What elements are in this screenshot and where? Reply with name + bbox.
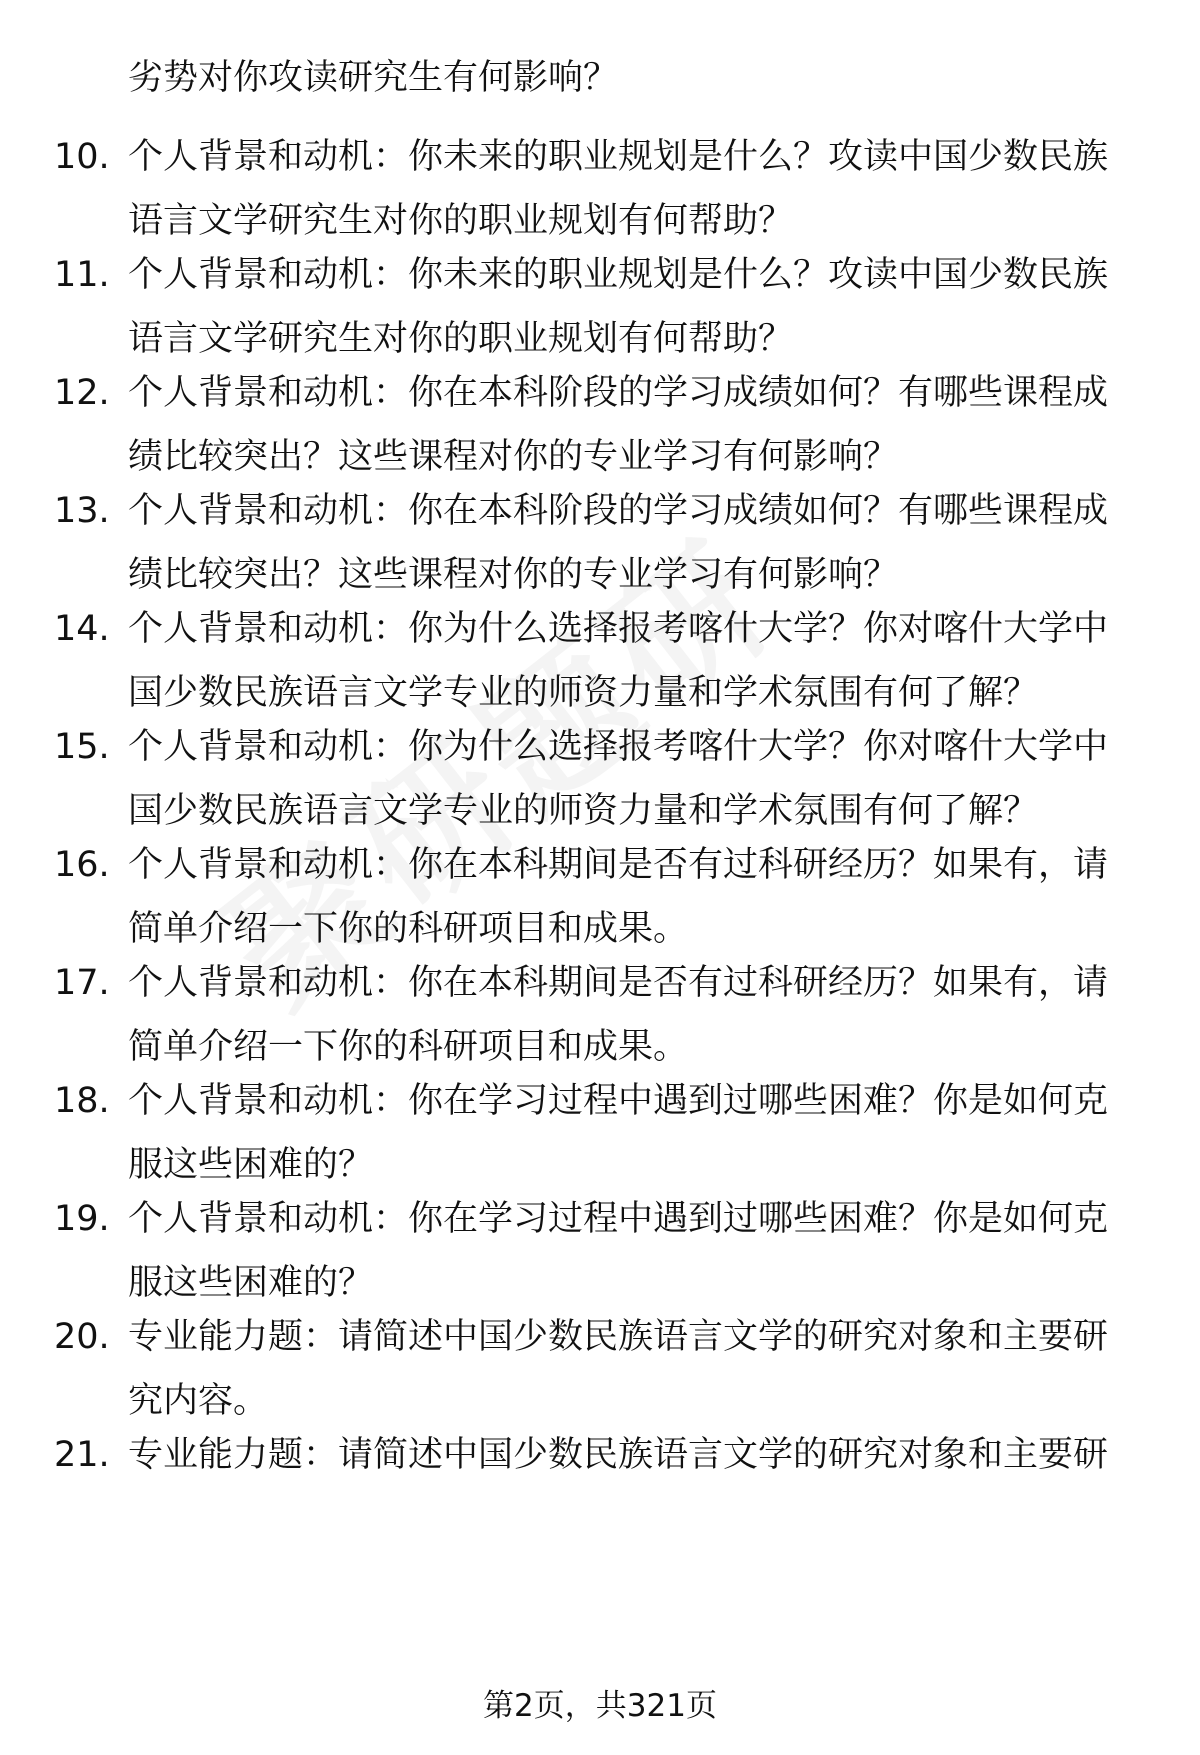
item-text: 专业能力题：请简述中国少数民族语言文学的研究对象和主要研究内容。 bbox=[128, 1317, 1109, 1421]
continuation-line: 劣势对你攻读研究生有何影响？ bbox=[128, 58, 619, 98]
item-number: 14. bbox=[54, 609, 110, 649]
item-text: 专业能力题：请简述中国少数民族语言文学的研究对象和主要研 bbox=[128, 1435, 1109, 1475]
item-number: 20. bbox=[54, 1317, 110, 1357]
item-text: 个人背景和动机：你在本科阶段的学习成绩如何？有哪些课程成绩比较突出？这些课程对你的专业学习有何影响？ bbox=[128, 491, 1109, 595]
item-number: 11. bbox=[54, 255, 110, 295]
page-footer: 第2页，共321页 bbox=[483, 1688, 717, 1724]
item-number: 18. bbox=[54, 1081, 110, 1121]
item-text: 个人背景和动机：你在本科期间是否有过科研经历？如果有，请简单介绍一下你的科研项目和成果。 bbox=[128, 963, 1109, 1067]
item-number: 15. bbox=[54, 727, 110, 767]
item-text: 个人背景和动机：你未来的职业规划是什么？攻读中国少数民族语言文学研究生对你的职业规划有何帮助？ bbox=[128, 255, 1109, 359]
item-text: 个人背景和动机：你在本科期间是否有过科研经历？如果有，请简单介绍一下你的科研项目和成果。 bbox=[128, 845, 1109, 949]
item-number: 12. bbox=[54, 373, 110, 413]
item-text: 个人背景和动机：你在本科阶段的学习成绩如何？有哪些课程成绩比较突出？这些课程对你的专业学习有何影响？ bbox=[128, 373, 1109, 477]
item-number: 17. bbox=[54, 963, 110, 1003]
item-text: 个人背景和动机：你未来的职业规划是什么？攻读中国少数民族语言文学研究生对你的职业规划有何帮助？ bbox=[128, 137, 1109, 241]
item-number: 13. bbox=[54, 491, 110, 531]
item-number: 10. bbox=[54, 137, 110, 177]
item-number: 16. bbox=[54, 845, 110, 885]
item-text: 个人背景和动机：你为什么选择报考喀什大学？你对喀什大学中国少数民族语言文学专业的师资力量和学术氛围有何了解？ bbox=[128, 727, 1109, 831]
item-number: 21. bbox=[54, 1435, 110, 1475]
item-text: 个人背景和动机：你为什么选择报考喀什大学？你对喀什大学中国少数民族语言文学专业的师资力量和学术氛围有何了解？ bbox=[128, 609, 1109, 713]
item-number: 19. bbox=[54, 1199, 110, 1239]
item-text: 个人背景和动机：你在学习过程中遇到过哪些困难？你是如何克服这些困难的？ bbox=[128, 1199, 1109, 1303]
item-text: 个人背景和动机：你在学习过程中遇到过哪些困难？你是如何克服这些困难的？ bbox=[128, 1081, 1109, 1185]
